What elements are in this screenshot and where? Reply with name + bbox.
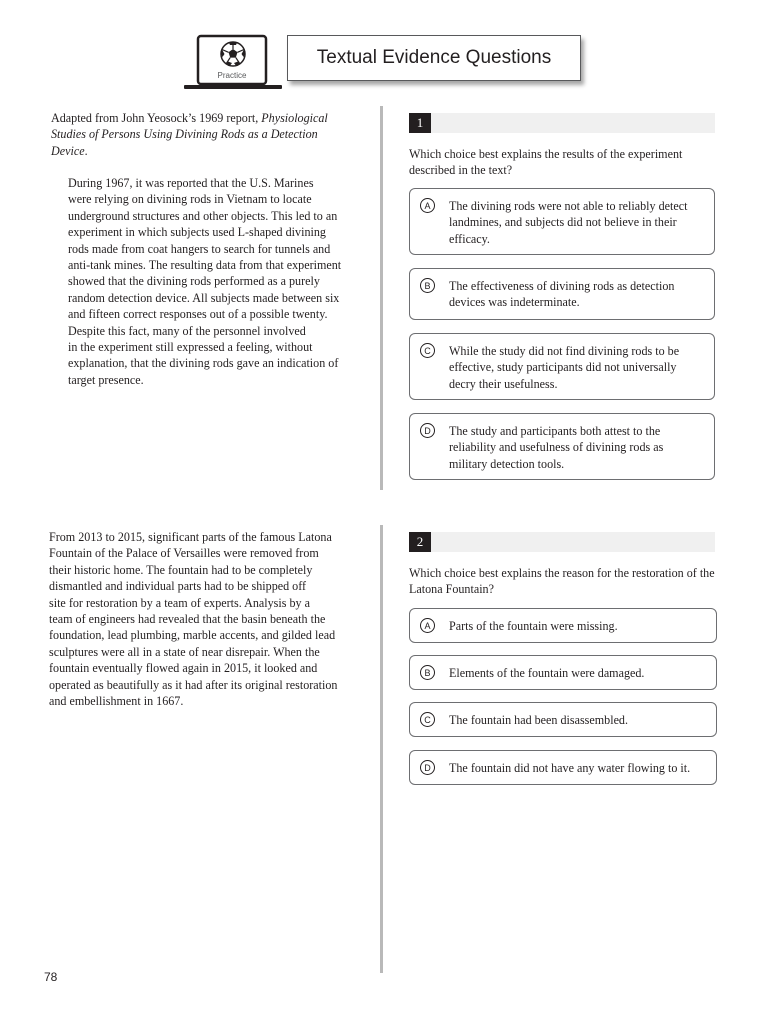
choice-text: Parts of the fountain were missing. <box>449 619 618 633</box>
question-2-stem: Which choice best explains the reason for the restoration of the Latona Fountain? <box>409 566 715 597</box>
passage-line: and fifteen correct responses out of a possible twenty. <box>68 307 328 322</box>
passage-1-body <box>68 175 368 388</box>
question-number: 1 <box>409 113 431 133</box>
choice-letter-c-icon: C <box>420 712 435 727</box>
passage-line: Despite this fact, many of the personnel involved <box>68 323 306 338</box>
choice-text: Elements of the fountain were damaged. <box>449 666 645 680</box>
choice-letter-a-icon: A <box>420 198 435 213</box>
passage-2-body <box>49 529 369 709</box>
passage-line: experiment in which subjects used L-shaped divining <box>68 225 326 240</box>
passage-line: in the experiment still expressed a feeling, without <box>68 340 313 355</box>
page-number: 78 <box>44 970 58 984</box>
question-2-choice-a[interactable] <box>409 608 717 643</box>
passage-line: operated as beautifully as it had after its original restoration <box>49 677 338 692</box>
question-2-choice-d[interactable] <box>409 750 717 785</box>
passage-line: sculptures were all in a state of near disrepair. When the <box>49 644 320 659</box>
passage-line: site for restoration by a team of experts. Analysis by a <box>49 595 310 610</box>
question-2-choice-c[interactable] <box>409 702 717 737</box>
choice-text: The effectiveness of divining rods as detection devices was indeterminate. <box>449 279 675 310</box>
choice-text: While the study did not find divining rods to be effective, study participants did not universally decry their usefulness. <box>449 344 680 391</box>
passage-line: underground structures and other objects. This led to an <box>68 208 338 223</box>
question-number: 2 <box>409 532 431 552</box>
choice-letter-d-icon: D <box>420 423 435 438</box>
practice-laptop-icon <box>184 34 282 92</box>
choice-letter-c-icon: C <box>420 343 435 358</box>
passage-line: During 1967, it was reported that the U.S. Marines <box>68 176 314 190</box>
passage-line: dismantled and individual parts had to be shipped off <box>49 579 307 594</box>
passage-line: rods made from coat hangers to search for tunnels and <box>68 241 331 256</box>
choice-letter-b-icon: B <box>420 278 435 293</box>
column-divider-bottom <box>380 525 383 973</box>
question-1-choice-b[interactable] <box>409 268 715 320</box>
passage-line: were relying on divining rods in Vietnam to locate <box>68 192 312 207</box>
question-1-choice-d[interactable] <box>409 413 715 480</box>
choice-letter-b-icon: B <box>420 665 435 680</box>
passage-line: anti-tank mines. The resulting data from that experiment <box>68 258 342 273</box>
question-1-choice-c[interactable] <box>409 333 715 400</box>
question-1-stem: Which choice best explains the results of the experiment described in the text? <box>409 147 683 178</box>
question-1-header <box>409 113 715 133</box>
page-title: Textual Evidence Questions <box>287 35 581 81</box>
passage-line: random detection device. All subjects made between six <box>68 290 340 305</box>
passage-1-source <box>51 110 351 159</box>
choice-text: The fountain did not have any water flowing to it. <box>449 761 691 775</box>
choice-text: The fountain had been disassembled. <box>449 713 629 727</box>
choice-text: The study and participants both attest to the reliability and usefulness of divining rods as military detection tools. <box>449 424 664 471</box>
column-divider-top <box>380 106 383 490</box>
choice-letter-a-icon: A <box>420 618 435 633</box>
passage-line: and embellishment in 1667. <box>49 694 184 709</box>
question-2-choice-b[interactable] <box>409 655 717 690</box>
choice-letter-d-icon: D <box>420 760 435 775</box>
passage-line: team of engineers had revealed that the basin beneath the <box>49 612 326 627</box>
passage-line: foundation, lead plumbing, marble accents, and gilded lead <box>49 628 336 643</box>
passage-line: target presence. <box>68 372 144 387</box>
passage-line: From 2013 to 2015, significant parts of the famous Latona <box>49 530 332 544</box>
passage-line: explanation, that the divining rods gave an indication of <box>68 356 339 371</box>
passage-line: fountain eventually flowed again in 2015, it looked and <box>49 661 318 676</box>
passage-line: showed that the divining rods performed as a purely <box>68 274 320 289</box>
source-title: Physiological Studies of Persons Using Divining Rods as a Detection Device <box>51 111 328 158</box>
question-2-header <box>409 532 715 552</box>
passage-line: Fountain of the Palace of Versailles were removed from <box>49 546 319 561</box>
question-1-choice-a[interactable] <box>409 188 715 255</box>
source-suffix: . <box>84 143 88 158</box>
passage-line: their historic home. The fountain had to be completely <box>49 562 313 577</box>
practice-label: Practice <box>217 71 247 80</box>
choice-text: The divining rods were not able to reliably detect landmines, and subjects did not believe in their efficacy. <box>449 199 688 246</box>
source-prefix: Adapted from John Yeosock’s 1969 report, <box>51 111 262 125</box>
